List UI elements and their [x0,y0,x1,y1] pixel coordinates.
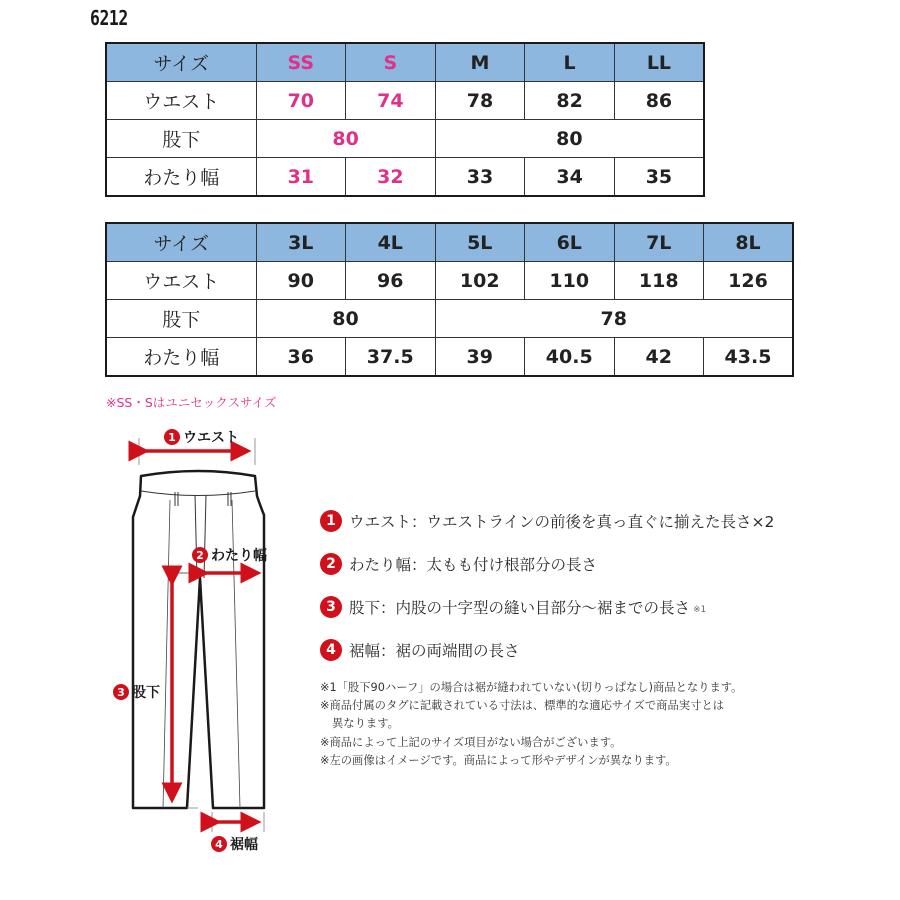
row-label-waist: ウエスト [106,262,256,300]
number-badge-icon: 4 [211,836,227,852]
legend-item-inseam [320,596,774,618]
footnote: ※商品によって上記のサイズ項目がない場合がございます。 [320,735,622,749]
diagram-label-thigh [192,545,267,565]
footnote: 異なります。 [332,717,399,731]
cell-value: 110 [525,262,615,300]
cell-value: 42 [614,338,704,377]
legend-text: 股下：内股の十字型の縫い目部分～裾までの長さ [349,599,691,617]
header-size-ll: LL [614,43,704,82]
header-size-l: L [525,43,615,82]
number-badge-icon: 2 [192,547,208,563]
cell-value: 102 [435,262,525,300]
row-label-thigh: わたり幅 [106,338,256,377]
cell-value: 80 [256,300,435,338]
cell-value: 74 [346,82,436,120]
cell-value: 82 [525,82,615,120]
row-label-inseam: 股下 [106,120,256,158]
cell-value: 70 [256,82,346,120]
diagram-label-waist [164,427,239,447]
header-size-ss: SS [256,43,346,82]
cell-value: 86 [614,82,704,120]
number-badge-icon: 1 [320,510,342,532]
label-text: ウエスト [183,430,239,446]
cell-value: 32 [346,158,436,197]
header-size-8l: 8L [704,223,794,262]
number-badge-icon: 3 [320,596,342,618]
header-size-4l: 4L [346,223,436,262]
cell-value: 80 [256,120,435,158]
row-label-thigh: わたり幅 [106,158,256,197]
legend-text: わたり幅：太もも付け根部分の長さ [349,556,598,574]
cell-value: 40.5 [525,338,615,377]
cell-value: 118 [614,262,704,300]
header-size-label: サイズ [106,43,256,82]
number-badge-icon: 4 [320,639,342,661]
legend-text: ウエスト：ウエストラインの前後を真っ直ぐに揃えた長さ×2 [349,513,775,531]
cell-value: 33 [435,158,525,197]
footnote: ※商品付属のタグに記載されている寸法は、標準的な適応サイズで商品実寸とは [320,699,724,713]
cell-value: 39 [435,338,525,377]
number-badge-icon: 3 [113,684,129,700]
header-size-3l: 3L [256,223,346,262]
label-text: 股下 [132,685,160,701]
cell-value: 37.5 [346,338,436,377]
cell-value: 78 [435,300,793,338]
footnote: ※1「股下90ハーフ」の場合は裾が縫われていない(切りっぱなし)商品となります。 [320,681,743,694]
legend-item-hem [320,639,774,661]
header-size-label: サイズ [106,223,256,262]
cell-value: 90 [256,262,346,300]
header-size-m: M [435,43,525,82]
diagram-label-hem [211,834,258,854]
footnote: ※左の画像はイメージです。商品によって形やデザインが異なります。 [320,753,677,767]
footnote-ref: ※1 [693,605,707,615]
row-label-waist: ウエスト [106,82,256,120]
legend-text: 裾幅：裾の両端間の長さ [349,642,520,660]
cell-value: 43.5 [704,338,794,377]
cell-value: 78 [435,82,525,120]
number-badge-icon: 1 [164,429,180,445]
measurement-legend [320,510,774,682]
diagram-label-inseam [113,682,160,702]
legend-item-waist [320,510,774,532]
header-size-5l: 5L [435,223,525,262]
cell-value: 34 [525,158,615,197]
cell-value: 36 [256,338,346,377]
header-size-7l: 7L [614,223,704,262]
label-text: 裾幅 [230,837,258,853]
cell-value: 80 [435,120,704,158]
legend-item-thigh [320,553,774,575]
footnotes [320,679,800,770]
model-number: 6212 [90,6,128,30]
cell-value: 126 [704,262,794,300]
row-label-inseam: 股下 [106,300,256,338]
cell-value: 35 [614,158,704,197]
cell-value: 96 [346,262,436,300]
cell-value: 31 [256,158,346,197]
header-size-s: S [346,43,436,82]
label-text: わたり幅 [211,548,267,564]
header-size-6l: 6L [525,223,615,262]
unisex-note: ※SS・Sはユニセックスサイズ [106,395,277,410]
number-badge-icon: 2 [320,553,342,575]
